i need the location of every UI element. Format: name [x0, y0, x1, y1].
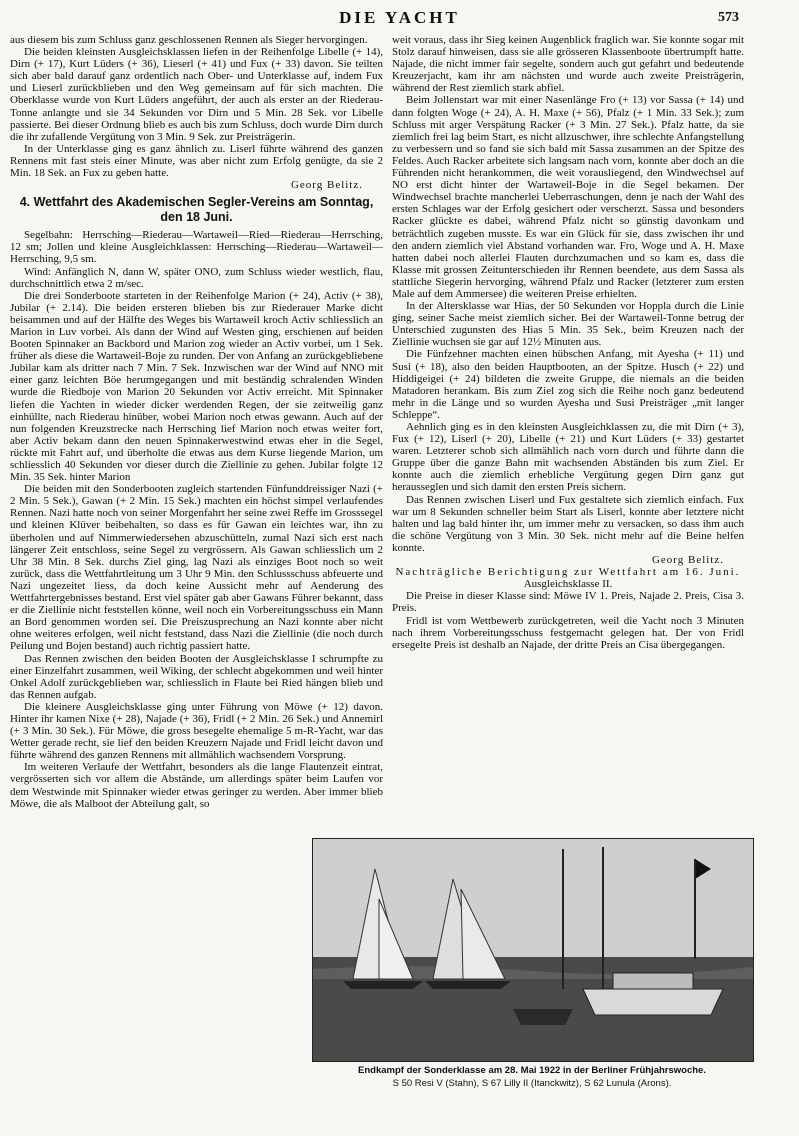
paragraph: Segelbahn: Herrsching—Riederau—Wartaweil—Ried—Riederau—Herrsching, 12 sm; Jollen und kleine Ausgleichklassen: Herrsching—Riederau—Wartaweil—Herrsching, 9,5 sm. — [10, 229, 383, 266]
hull — [343, 981, 423, 989]
paragraph: In der Altersklasse war Hias, der 50 Sekunden vor Hoppla durch die Linie ging, seiner Sache meist ziemlich sicher. Bei der Wartaweil-Tonne betrug der Unterschied zugunsten des Hias 5 Min. 35 Sek., beim Kreuzen nach der Ziellinie wuchsen sie gar auf 12½ Minuten aus. — [392, 300, 744, 349]
author-signature: Georg Belitz. — [290, 179, 363, 192]
sailing-photo — [312, 838, 754, 1062]
photo-caption — [312, 1064, 752, 1090]
page-number: 573 — [718, 10, 739, 25]
motorboat — [583, 989, 723, 1015]
hull — [425, 981, 511, 989]
paragraph: Die drei Sonderboote starteten in der Reihenfolge Marion (+ 24), Activ (+ 38), Jubilar (+ 2.14). Die beiden ersteren blieben bis zur Riederauer Marke dicht beisammen und auf der Hälfte des Weges bis Wartaweil kroch Activ schliesslich an Marion in Luv vorbei. Als dann der Wind auf Westen ging, erschienen auf beiden Booten Spinnaker an Backbord und Marion zog wieder an Activ vorbei, um 1 Sek. früher als diese die Wartaweil-Boje zu runden. Der von Anfang an zurückgebliebene Jubilar kam als dritter nach 7 Min. 7 Sek. Inzwischen war der Wind auf NNO mit einer ganz leichten Böe herumgegangen und mit beständig schralenden Winden wurde die Riedboje von Marion 20 Sekunden vor Activ erreicht. Mit Spinnaker liefen die Yachten in wieder dicker werdenden Regen, der sie zeitweilig ganz einhüllte, nach Riederau hinüber, wobei Marion noch etwas gewann. Auch auf der nun folgenden Kreuzstrecke nach Herrsching lief Marion noch etwas weiter fort, aber Activ bekam dann den neuen Spinnakerwestwind etwas eher in die Segel, rückte mit Fahrt auf, und überholte die etwas aus dem Kurse liegende Marion, um schliesslich 40 Sekunden vor dieser durch die Ziellinie zu gehen. Jubilar folgte 12 Min. 35 Sek. hinter Marion — [10, 289, 383, 484]
paragraph: Die beiden kleinsten Ausgleichsklassen liefen in der Reihenfolge Libelle (+ 14), Dirn (+ 17), Kurt Lüders (+ 36), Lieserl (+ 41) und Fux (+ 33) davon. Sie teilten sich aber bald darauf ganz ordentlich nach Ober- und Unterklasse auf, indem Fux und Lieserl zurückblieben und den Weg gemeinsam auf für sich machten. Die Oberklasse wurde von Kurt Lüders angeführt, der auch als erster an der Riederau-Tonne anlangte und sie 34 Sekunden vor Dirn und 5 Min. 28 Sek. vor Libelle passierte. Bei dieser Ordnung blieb es auch bis zum Schluss, doch wurde Dirn durch die ihr zufallende Vergütung von 3 Min. 9 Sek. zur Preisträgerin. — [10, 46, 383, 143]
boat-cabin — [613, 973, 693, 989]
paragraph: Beim Jollenstart war mit einer Nasenlänge Fro (+ 13) vor Sassa (+ 14) und dann folgten Woge (+ 24), A. H. Maxe (+ 56), Pfalz (+ 1 Min. 33 Sek.); zum Schluss mit arger Verspätung Racker (+ 3 Min. 27 Sek.). Pfalz hatte, da sie ziemlich frei lag beim Start, es nicht allzuschwer, ihre schlechte Anfangstellung zu verbessern und so fand sie sich bald mit Sassa zusammen an der Spitze des Feldes. Auch Racker arbeitete sich langsam nach vorn, konnte aber doch an die Führenden nicht herankommen, die weit vorausliegend, den Windwechsel auf NO erst dicht hinter der Wartaweil-Boje in die Segel bekamen. Der Windwechsel brachte mancherlei Ueberraschungen, denn je nach der Wahl des ersten Schlages war der Erfolg gesichert oder verscherzt. Sassa und besonders Racker glückte es dabei, während Pfalz nicht so günstig davonkam und beträchtlich zugeben musste. Es war ein Glück für sie, dass zwischen ihr und den andern ziemlich viel Abstand vorhanden war. Fro, Woge und A. H. Maxe hatten dabei noch allerlei Flauten durchzumachen und so kam es, dass die Klasse mit grossen Zeitunterschieden ihr Rennen beendete, aus dem Sassa als stattliche Siegerin hervorging, während Pfalz und Racker (letzterer zum ersten Male auf dem Ammersee) die weiteren Preise erhielten. — [392, 94, 744, 300]
paragraph: Fridl ist vom Wettbewerb zurückgetreten, weil die Yacht noch 3 Minuten nach ihrem Vorbereitungsschuss festgemacht gelegen hat. Der von Fridl ersegelte Preis ist deshalb an Najade, der dritte Preis an Cisa übergegangen. — [392, 614, 744, 651]
paragraph: Das Rennen zwischen Liserl und Fux gestaltete sich ziemlich einfach. Fux war um 8 Sekunden schneller beim Start als Liserl, konnte aber letztere nicht halten und lag bald hinter ihr, um immer mehr zu versacken, so dass ihm auch die schöne Vergütung von 3 Min. 30 Sek. nicht mehr auf die Beine helfen konnte. — [392, 493, 744, 554]
paragraph: weit voraus, dass ihr Sieg keinen Augenblick fraglich war. Sie konnte sogar mit Stolz darauf hinweisen, dass sie alle grösseren Klassenboote übertrumpft hatte. Najade, die nicht immer fair segelte, sondern auch gut gefahrt und bedeutende Kreuzerjacht, kam ihr am nächsten und wurde auch zweite Preisträgerin, während der Rest ziemlich stark abfiel. — [392, 34, 744, 95]
paragraph: Wind: Anfänglich N, dann W, später ONO, zum Schluss wieder westlich, flau, durchschnittlich etwa 2 m/sec. — [10, 265, 383, 290]
paragraph: Die beiden mit den Sonderbooten zugleich startenden Fünfunddreissiger Nazi (+ 2 Min. 5 Sek.), Gawan (+ 2 Min. 15 Sek.) machten ein höchst simpel verlaufendes Rennen. Nazi hatte noch von seiner Morgenfahrt her seine zwei Reffe im Grosssegel und kleinen Klüver beibehalten, so dass es für Gawan ein leichtes war, ihn zu überholen und auf Nimmerwiedersehen abzuschütteln, zumal Nazi sich erst nach längerer Zeit entschloss, seine Segel zu vergrössern. Als Gawan schliesslich um 2 Uhr 38 Min. 8 Sek. durchs Ziel ging, lag Nazi als einziges Boot noch so weit zurück, dass die Wettfahrtleitung um 3 Uhr 9 Min. den Schlussschuss abfeuerte und Nazi ungezeitet liess, da doch keine Aussicht mehr auf Aenderung des Wettfahrtergebnisses bestand. Erst viel später gab aber Gawans Führer bekannt, dass er die Ziellinie nicht feststellen könne, weil noch ein Vorbereitungsschuss ein Mann an Bord genommen worden sei. Die Preiszusprechung an Nazi konnte aber nicht ohne weiteres erfolgen, weil nicht feststand, dass Nazi die Ziellinie (die noch durch Peilung und Bojen bestand) auch richtig passiert hatte. — [10, 483, 383, 653]
journal-title: DIE YACHT — [339, 8, 460, 27]
paragraph: Die Preise in dieser Klasse sind: Möwe IV 1. Preis, Najade 2. Preis, Cisa 3. Preis. — [392, 590, 744, 615]
sailboats-illustration — [313, 839, 753, 1061]
small-boat — [513, 1009, 573, 1025]
author-signature: Georg Belitz. — [651, 554, 724, 567]
correction-heading: Nachträgliche Berichtigung zur Wettfahrt am 16. Juni. — [395, 566, 741, 579]
caption-title: Endkampf der Sonderklasse am 28. Mai 1922 in der Berliner Frühjahrswoche. — [358, 1065, 706, 1076]
paragraph: Die kleinere Ausgleichsklasse ging unter Führung von Möwe (+ 12) davon. Hinter ihr kamen Nixe (+ 28), Najade (+ 36), Fridl (+ 2 Min. 26 Sek.) und Annemirl (+ 3 Min. 30 Sek.). Für Möwe, die gross besegelte ehemalige 5 m-R-Yacht, war das Wetter gerade recht, sie lief den beiden Kreuzern Najade und Fridl leicht davon und führte während des ganzen Rennens mit allmählich wachsendem Vorsprung. — [10, 700, 383, 762]
right-column — [392, 34, 744, 824]
section-heading: 4. Wettfahrt des Akademischen Segler-Vereins am Sonntag, den 18 Juni. — [19, 195, 374, 225]
paragraph: Aehnlich ging es in den kleinsten Ausgleichklassen zu, die mit Dirn (+ 3), Fux (+ 12), Liserl (+ 20), Libelle (+ 21) und Kurt Lüders (+ 33) gestartet waren. Letzterer schob sich allmählich nach vorn durch und führte dann die Gruppe über die ganze Bahn mit wachsenden Abständen bis zum Ziel. Er konnte auch die ziemlich erhebliche Vergütung gegen Dirn ganz gut herausseglen und sich damit den ersten Preis sichern. — [392, 421, 744, 494]
paragraph: Die Fünfzehner machten einen hübschen Anfang, mit Ayesha (+ 11) und Susi (+ 18), also den beiden Hauptbooten, an der Spitze. Husch (+ 22) und Hiddigeigei (+ 24) bildeten die zweite Gruppe, die niemals an die beiden Matadoren herankam. Bis zum Ziel zog sich die Reihe noch ganz bedeutend mehr in die Länge und so wurden Ayesha und Susi Preisträger „mit langer Schleppe“. — [392, 348, 744, 421]
paragraph: aus diesem bis zum Schluss ganz geschlossenen Rennen als Sieger hervorgingen. — [10, 34, 368, 46]
paragraph: Im weiteren Verlaufe der Wettfahrt, besonders als die lange Flautenzeit eintrat, vergrösserten sich vor allem die Abstände, um allerdings später beim Laufen vor dem Westwinde mit Spinnaker wieder etwas geringer zu werden. Aber immer blieb Möwe, die als Malboot der Abteilung galt, so — [10, 761, 383, 810]
page-header — [0, 8, 799, 34]
paragraph: In der Unterklasse ging es ganz ähnlich zu. Liserl führte während des ganzen Rennens mit fast steis einer Minute, was aber nicht zum Erfolg genügte, da sie 2 Min. 18 Sek. an Fux zu geben hatte. — [10, 142, 383, 180]
paragraph: Das Rennen zwischen den beiden Booten der Ausgleichsklasse I schrumpfte zu einer Einzelfahrt zusammen, weil Wiking, der schlecht abgekommen und weil hinter Onkel Adolf zurückgeblieben war, schliesslich in Flaute bei Ried hängen blieb und das Rennen aufgab. — [10, 652, 383, 701]
caption-credits: S 50 Resi V (Stahn), S 67 Lilly II (Itanckwitz), S 62 Lunula (Arons). — [392, 1078, 672, 1089]
correction-subheading: Ausgleichsklasse II. — [523, 578, 613, 591]
